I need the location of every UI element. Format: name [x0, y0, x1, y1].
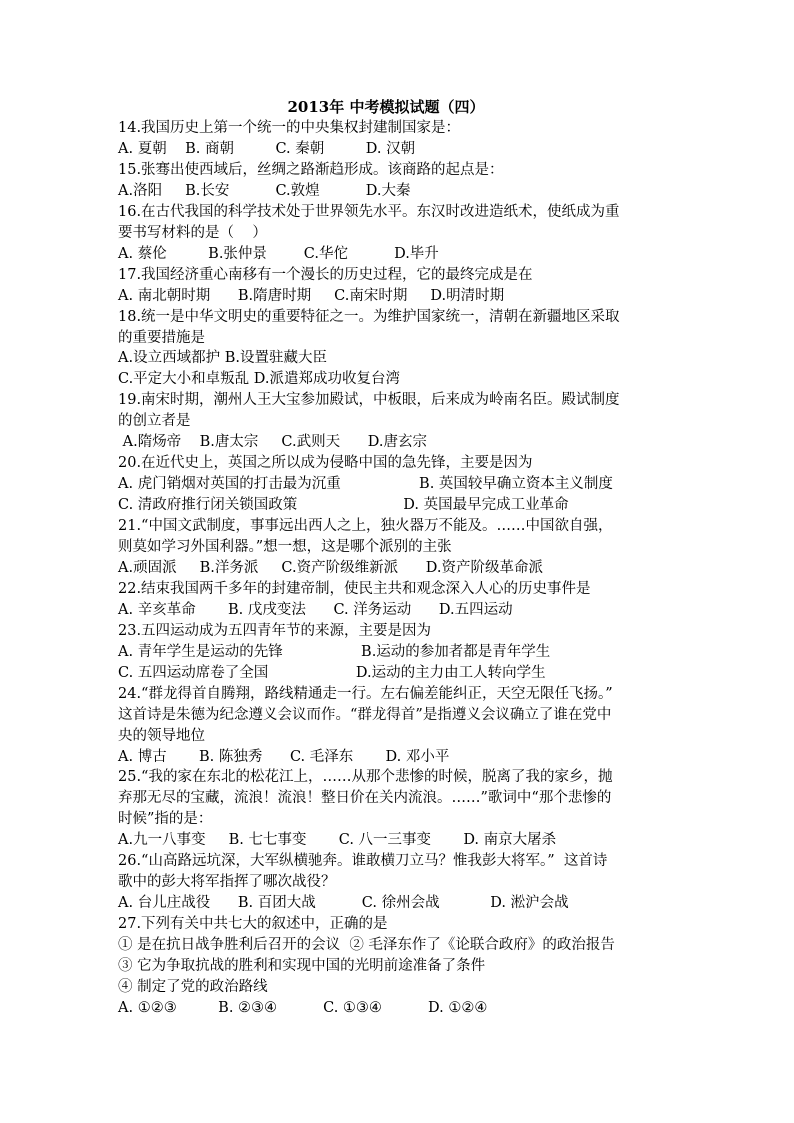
text-line: 弃那无尽的宝藏，流浪！流浪！整日价在关内流浪。……”歌词中“那个悲惨的: [118, 790, 612, 807]
text-line: A. 辛亥革命 B. 戊戌变法 C. 洋务运动 D.五四运动: [118, 601, 513, 618]
text-line: 的重要措施是: [118, 329, 205, 346]
text-line: 17.我国经济重心南移有一个漫长的历史过程，它的最终完成是在: [118, 266, 533, 283]
text-line: A.隋炀帝 B.唐太宗 C.武则天 D.唐玄宗: [118, 434, 427, 451]
text-line: 14.我国历史上第一个统一的中央集权封建制国家是：: [118, 120, 461, 136]
text-line: ① 是在抗日战争胜利后召开的会议 ② 毛泽东作了《论联合政府》的政治报告: [118, 937, 615, 954]
text-line: 19.南宋时期，潮州人王大宝参加殿试，中板眼，后来成为岭南名臣。殿试制度: [118, 392, 620, 409]
text-line: 18.统一是中华文明史的重要特征之一。为维护国家统一，清朝在新疆地区采取: [118, 308, 620, 325]
text-line: A. 蔡伦 B.张仲景 C.华佗 D.毕升: [118, 245, 439, 262]
text-line: C. 五四运动席卷了全国 D.运动的主力由工人转向学生: [118, 664, 546, 681]
text-line: 央的领导地位: [118, 727, 205, 744]
text-line: 24.“群龙得首自腾翔，路线精通走一行。左右偏差能纠正，天空无限任飞扬。”: [118, 685, 613, 702]
text-line: 则莫如学习外国利器。”想一想，这是哪个派别的主张: [118, 539, 452, 555]
text-line: A. 台儿庄战役 B. 百团大战 C. 徐州会战 D. 淞沪会战: [118, 895, 569, 912]
text-line: 歌中的彭大将军指挥了哪次战役？: [118, 874, 336, 891]
text-line: C.平定大小和卓叛乱 D.派遣郑成功收复台湾: [118, 371, 401, 388]
text-line: 27.下列有关中共七大的叙述中，正确的是: [118, 916, 388, 933]
text-line: A. 夏朝 B. 商朝 C. 秦朝 D. 汉朝: [118, 140, 416, 157]
text-line: 20.在近代史上，英国之所以成为侵略中国的急先锋，主要是因为: [118, 455, 533, 472]
text-line: A.设立西域都护 B.设置驻藏大臣: [118, 350, 327, 367]
text-line: ④ 制定了党的政治路线: [118, 978, 268, 995]
text-line: C. 清政府推行闭关锁国政策 D. 英国最早完成工业革命: [118, 497, 569, 514]
text-line: A.顽固派 B.洋务派 C.资产阶级维新派 D.资产阶级革命派: [118, 559, 543, 576]
text-line: 23.五四运动成为五四青年节的来源，主要是因为: [118, 622, 432, 639]
text-line: A.洛阳 B.长安 C.敦煌 D.大秦: [118, 182, 411, 199]
text-line: A.九一八事变 B. 七七事变 C. 八一三事变 D. 南京大屠杀: [118, 832, 557, 849]
text-line: 时候”指的是：: [118, 811, 213, 828]
page-title: 2013年 中考模拟试题（四）: [287, 98, 485, 116]
text-line: A. 博古 B. 陈独秀 C. 毛泽东 D. 邓小平: [118, 748, 450, 765]
text-line: 22.结束我国两千多年的封建帝制，使民主共和观念深入人心的历史事件是: [118, 580, 591, 597]
text-line: A. ①②③ B. ②③④ C. ①③④ D. ①②④: [118, 999, 488, 1016]
text-line: 16.在古代我国的科学技术处于世界领先水平。东汉时改进造纸术，使纸成为重: [118, 203, 620, 220]
text-line: 26.“山高路远坑深，大军纵横驰奔。谁敢横刀立马？惟我彭大将军。” 这首诗: [118, 853, 608, 870]
text-line: A. 南北朝时期 B.隋唐时期 C.南宋时期 D.明清时期: [118, 287, 505, 304]
text-line: 25.“我的家在东北的松花江上，……从那个悲惨的时候，脱离了我的家乡，抛: [118, 769, 613, 786]
text-line: A. 虎门销烟对英国的打击最为沉重 B. 英国较早确立资本主义制度: [118, 476, 613, 493]
text-line: 15.张骞出使西域后，丝绸之路渐趋形成。该商路的起点是：: [118, 161, 504, 178]
text-line: ③ 它为争取抗战的胜利和实现中国的光明前途准备了条件: [118, 958, 486, 974]
text-line: 的创立者是: [118, 413, 191, 430]
text-line: 这首诗是朱德为纪念遵义会议而作。“群龙得首”是指遵义会议确立了谁在党中: [118, 706, 612, 723]
text-line: 21.“中国文武制度，事事远出西人之上，独火器万不能及。……中国欲自强，: [118, 518, 613, 535]
text-line: A. 青年学生是运动的先锋 B.运动的参加者都是青年学生: [118, 643, 551, 660]
text-line: 要书写材料的是（ ）: [118, 224, 267, 241]
